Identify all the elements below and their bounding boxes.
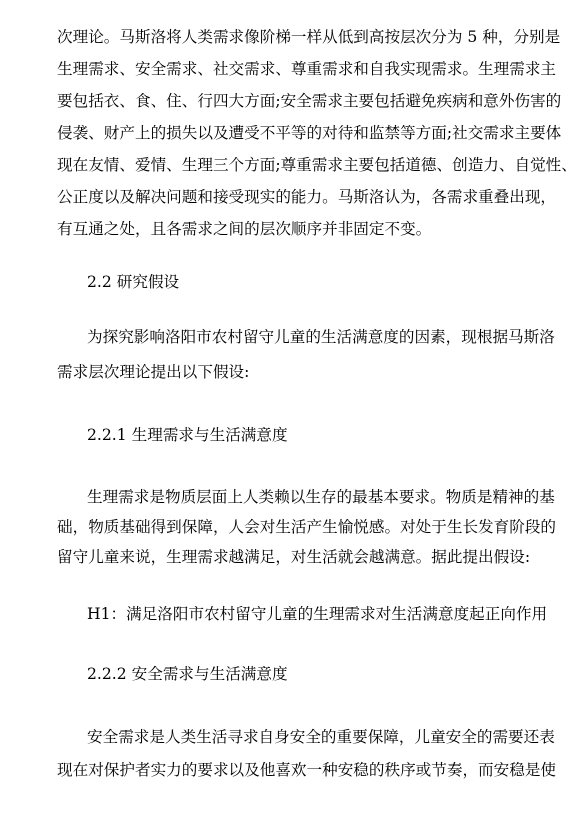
paragraph-line: 生理需求是物质层面上人类赖以生存的最基本要求。物质是精神的基 <box>87 488 555 506</box>
hypothesis-statement: H1：满足洛阳市农村留守儿童的生理需求对生活满意度起正向作用 <box>87 605 548 623</box>
paragraph-line: 需求层次理论提出以下假设: <box>57 363 250 381</box>
paragraph-line: 为探究影响洛阳市农村留守儿童的生活满意度的因素，现根据马斯洛 <box>87 328 555 346</box>
paragraph-line: 生理需求、安全需求、社交需求、尊重需求和自我实现需求。生理需求主 <box>57 60 557 78</box>
paragraph-line: 现在对保护者实力的要求以及他喜欢一种安稳的秩序或节奏，而安稳是使 <box>57 761 557 779</box>
paragraph-line: 有互通之处，且各需求之间的层次顺序并非固定不变。 <box>57 220 432 238</box>
paragraph-line: 础，物质基础得到保障，人会对生活产生愉悦感。对处于生长发育阶段的 <box>57 518 557 536</box>
subsection-heading: 2.2.1 生理需求与生活满意度 <box>87 426 288 444</box>
paragraph-line: 次理论。马斯洛将人类需求像阶梯一样从低到高按层次分为 5 种，分别是 <box>57 28 561 46</box>
section-heading: 2.2 研究假设 <box>87 273 180 291</box>
subsection-heading: 2.2.2 安全需求与生活满意度 <box>87 665 288 683</box>
paragraph-line: 现在友情、爱情、生理三个方面;尊重需求主要包括道德、创造力、自觉性、 <box>57 156 577 174</box>
paragraph-line: 要包括衣、食、住、行四大方面;安全需求主要包括避免疾病和意外伤害的 <box>57 92 562 110</box>
paragraph-line: 侵袭、财产上的损失以及遭受不平等的对待和监禁等方面;社交需求主要体 <box>57 124 562 142</box>
paragraph-line: 公正度以及解决问题和接受现实的能力。马斯洛认为，各需求重叠出现， <box>57 188 557 206</box>
paragraph-line: 留守儿童来说，生理需求越满足，对生活就会越满意。据此提出假设: <box>57 548 531 566</box>
paragraph-line: 安全需求是人类生活寻求自身安全的重要保障，儿童安全的需要还表 <box>87 728 555 746</box>
